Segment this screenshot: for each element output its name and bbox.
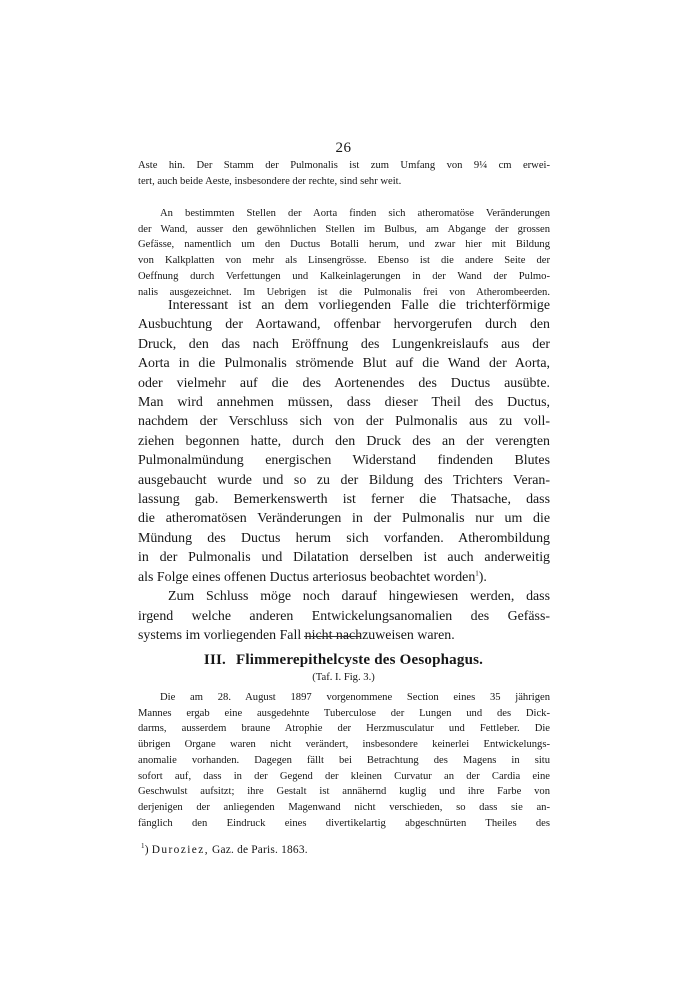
text-line: übrigen Organe waren nicht verändert, insbesondere keinerlei Entwickelungs-: [138, 739, 550, 751]
text-line: ziehen begonnen hatte, durch den Druck des an der verengten: [138, 433, 550, 449]
text-line: Man wird annehmen müssen, dass dieser Theil des Ductus,: [138, 395, 550, 411]
text-line: in der Pulmonalis und Dilatation derselben ist auch anderweitig: [138, 550, 550, 566]
text-line: ausgebaucht wurde und so zu der Bildung des Trichters Veran-: [138, 472, 550, 488]
paragraph-continuation: [138, 158, 550, 189]
footnote-author: Duroziez,: [151, 844, 209, 856]
text-line: Geschwulst aufsitzt; ihre Gestalt ist annähernd kuglig und ihre Farbe von: [138, 786, 550, 798]
footnote: [141, 844, 308, 856]
text-line: der Wand, ausser den gewöhnlichen Stellen im Bulbus, am Abgange der grossen: [138, 223, 550, 235]
text-line: Mannes ergab eine ausgedehnte Tuberculose der Lungen und des Dick-: [138, 707, 550, 719]
text-line: [138, 568, 550, 587]
text-line: Ausbuchtung der Aortawand, offenbar hervorgerufen durch den: [138, 317, 550, 333]
text-line: Die am 28. August 1897 vorgenommene Section eines 35 jährigen: [160, 692, 550, 703]
footnote-citation: Gaz. de Paris. 1863.: [212, 844, 308, 856]
paragraph-case-report: [138, 690, 550, 831]
text-line: Oeffnung durch Verfettungen und Kalkeinlagerungen in der Wand der Pulmo-: [138, 270, 550, 282]
text-line-tail: ).: [478, 569, 487, 585]
text-line: lassung gab. Bemerkenswerth ist ferner die Thatsache, dass: [138, 492, 550, 508]
text-line: irgend welche anderen Entwickelungsanomalien des Gefäss-: [138, 608, 550, 624]
text-line: systems im vorliegenden Fall nicht nachzuweisen waren.: [138, 627, 455, 643]
text-line: derjenigen der anliegenden Magenwand nicht verschieden, so dass sie an-: [138, 801, 550, 813]
text-line-body: als Folge eines offenen Ductus arteriosus beobachtet worden: [138, 569, 476, 585]
text-line: fänglich den Eindruck eines divertikelartig abgeschnürten Theiles des: [138, 817, 550, 829]
text-line: nachdem der Verschluss sich von der Pulmonalis aus zu voll-: [138, 414, 550, 430]
page-number: 26: [335, 140, 352, 156]
paragraph-aorta-findings: [138, 206, 550, 300]
plate-reference: (Taf. I. Fig. 3.): [312, 672, 375, 683]
text-line: sofort auf, dass in der Gegend der kleinen Curvatur an der Cardia eine: [138, 770, 550, 782]
footnote-mark: 1: [475, 569, 479, 578]
text-line: tert, auch beide Aeste, insbesondere der rechte, sind sehr weit.: [138, 175, 402, 187]
text-line: die atheromatösen Veränderungen in der Pulmonalis nur um die: [138, 511, 550, 527]
section-title: Flimmerepithelcyste des Oesophagus.: [235, 652, 484, 668]
text-line: Aorta in die Pulmonalis strömende Blut auf die Wand der Aorta,: [138, 356, 550, 372]
section-number: III.: [203, 652, 226, 668]
text-line: nalis ausgezeichnet. Im Uebrigen ist die Pulmonalis frei von Atherombeerden.: [138, 286, 550, 298]
text-line: Mündung des Ductus herum sich vorfanden. Atherombildung: [138, 530, 550, 546]
text-line: Pulmonalmündung energischen Widerstand findenden Blutes: [138, 453, 550, 469]
footnote-paren: ): [144, 844, 149, 856]
section-divider: [304, 636, 360, 637]
text-line: Interessant ist an dem vorliegenden Falle die trichterförmige: [168, 298, 550, 313]
section-heading: [0, 652, 687, 669]
footnote-mark: 1: [141, 842, 145, 851]
text-line: anomalie vorhanden. Dagegen fällt bei Betrachtung des Magens in situ: [138, 754, 550, 766]
text-line: Zum Schluss möge noch darauf hingewiesen werden, dass: [168, 589, 550, 605]
text-line: oder vielmehr auf die des Aortenendes des Ductus ausübte.: [138, 375, 550, 391]
text-line: von Kalkplatten von mehr als Linsengrösse. Ebenso ist die andere Seite der: [138, 255, 550, 267]
paragraph-discussion: [138, 296, 550, 645]
text-line: Gefässe, namentlich um den Ductus Botalli herum, und zwar hier mit Bildung: [138, 239, 550, 251]
text-line: Druck, den das nach Eröffnung des Lungenkreislaufs aus der: [138, 336, 550, 352]
text-line: An bestimmten Stellen der Aorta finden sich atheromatöse Veränderungen: [160, 208, 550, 219]
text-line: Aste hin. Der Stamm der Pulmonalis ist zum Umfang von 9¼ cm erwei-: [138, 160, 550, 171]
text-line: darms, ausserdem braune Atrophie der Herzmusculatur und Fettleber. Die: [138, 723, 550, 735]
